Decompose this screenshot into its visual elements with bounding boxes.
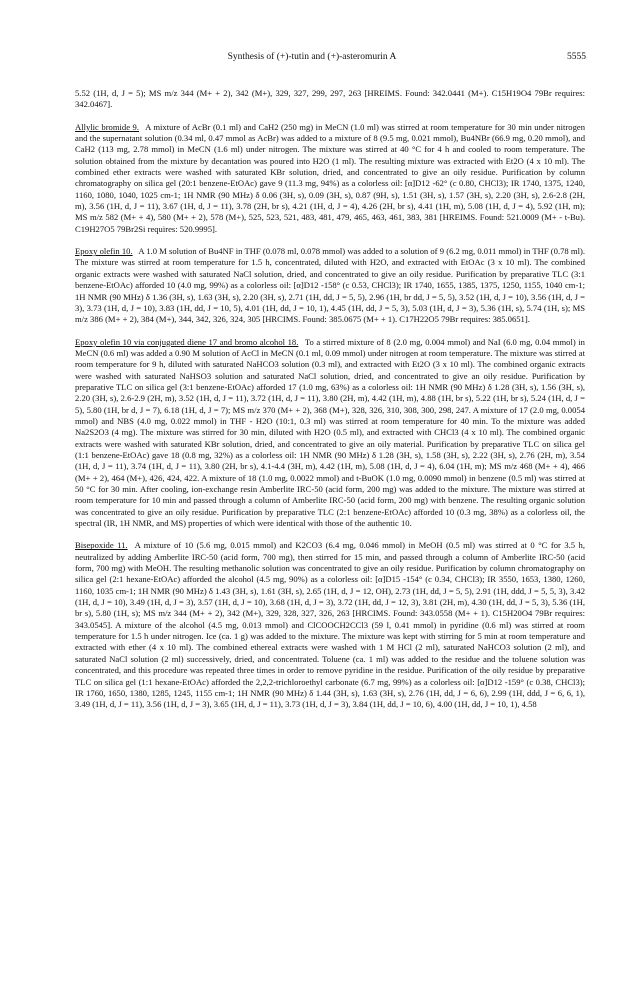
paragraph-heading: Bisepoxide 11. [75, 540, 128, 551]
paragraph-continuation [75, 88, 585, 111]
paragraph-text: A mixture of AcBr (0.1 ml) and CaH2 (250 mg) in MeCN (1.0 ml) was stirred at room temperature for 30 min under nitrogen and the supernatant solution (0.34 ml, 0.47 mmol as AcBr) was added to a mixture of 8 (9.5 mg, 0.021 mmol), Bu4NBr (66.9 mg, 0.20 mmol), and CaH2 (113 mg, 2.78 mmol) in MeCN (1.6 ml) under nitrogen. The mixture was stirred at 40 °C for 4 h and cooled to room temperature. The solution obtained from the mixture by decantation was poured into H2O (1 ml). The resulting mixture was extracted with Et2O (4 x 10 ml). The combined ether extracts were washed with saturated KBr solution, dried, and concentrated to give an oily residue. Purification by column chromatography on silica gel (20:1 benzene-EtOAc) gave 9 (11.3 mg, 94%) as a colorless oil: [α]D12 -62° (c 0.80, CHCl3); IR 1740, 1375, 1240, 1160, 1080, 1040, 1025 cm-1; 1H NMR (90 MHz) δ 0.06 (3H, s), 0.09 (3H, s), 0.87 (9H, s), 1.51 (3H, s), 1.57 (3H, s), 2.20 (3H, s), 2.6-2.8 (2H, m), 3.56 (1H, d, J = 11), 3.67 (1H, d, J = 11), 3.78 (2H, br s), 4.21 (1H, d, J = 4), 4.26 (2H, br s), 4.41 (1H, m), 5.08 (1H, d, J = 4), 5.92 (1H, m); MS m/z 582 (M+ + 4), 580 (M+ + 2), 578 (M+), 525, 523, 521, 483, 481, 479, 465, 463, 461, 383, 381 [HREIMS. Found: 521.0009 (M+ - t-Bu). C19H27O5 79Br2Si requires: 520.9995]. [75, 121, 586, 234]
paragraph-text: To a stirred mixture of 8 (2.0 mg, 0.004 mmol) and NaI (6.0 mg, 0.04 mmol) in MeCN (0.6 ml) was added a 0.90 M solution of AcCl in MeCN (0.1 ml, 0.09 mmol) under nitrogen at room temperature. The mixture was stirred at room temperature for 9 h, diluted with saturated NaHCO3 solution (0.3 ml), and extracted with Et2O (3 x 10 ml). The combined organic extracts were washed with saturated NaHSO3 solution and saturated NaCl solution, dried, and concentrated to give an oily residue. Purification by preparative TLC on silica gel (3:1 benzene-EtOAc) afforded 17 (1.0 mg, 63%) as a colorless oil: 1H NMR (90 MHz) δ 1.28 (3H, s), 1.56 (3H, s), 2.20 (3H, s), 2.6-2.9 (2H, m), 3.52 (1H, d, J = 11), 3.72 (1H, d, J = 11), 3.80 (2H, m), 4.42 (1H, m), 4.88 (1H, br s), 5.22 (1H, br s), 5.24 (1H, d, J = 5), 5.80 (1H, br d, J = 7), 6.18 (1H, d, J = 7); MS m/z 370 (M+ + 2), 368 (M+), 328, 326, 310, 308, 300, 298, 247. A mixture of 17 (2.0 mg, 0.0054 mmol) and NBS (4.0 mg, 0.022 mmol) in THF - H2O (10:1, 0.3 ml) was stirred at room temperature for 40 min. To the mixture was added Na2S2O3 (4 mg). The mixture was stirred for 30 min, diluted with H2O (0.5 ml), and extracted with CHCl3 (4 x 10 ml). The combined organic extracts were washed with saturated KBr solution, dried, and concentrated to give an oily material. Purification by preparative TLC on silica gel (1:1 benzene-EtOAc) gave 18 (0.8 mg, 32%) as a colorless oil: 1H NMR (90 MHz) δ 1.28 (3H, s), 1.58 (3H, s), 2.22 (3H, s), 2.76 (2H, m), 3.54 (1H, d, J = 11), 3.74 (1H, d, J = 11), 3.80 (2H, br s), 4.1-4.4 (3H, m), 4.42 (1H, m), 5.08 (1H, d, J = 4), 6.04 (1H, m); MS m/z 468 (M+ + 4), 466 (M+ + 2), 464 (M+), 426, 424, 422. A mixture of 18 (1.0 mg, 0.0022 mmol) and t-BuOK (1.0 mg, 0.0090 mmol) in benzene (0.5 ml) was stirred at 50 °C for 30 min. After cooling, ion-exchange resin Amberlite IRC-50 (acid form, 200 mg) was added to the mixture. The mixture was stirred at room temperature for 10 min and passed through a column of Amberlite IRC-50 (acid form, 200 mg) with benzene. The resulting organic solution was concentrated to give an oily residue. Purification by preparative TLC (2:1 benzene-EtOAc) afforded 10 (0.3 mg, 38%) as a colorless oil, the spectral (IR, 1H NMR, and MS) properties of which were identical with those of the authentic 10. [75, 336, 585, 529]
paragraph-heading: Allylic bromide 9. [75, 121, 140, 132]
paragraph-text: 5.52 (1H, d, J = 5); MS m/z 344 (M+ + 2), 342 (M+), 329, 327, 299, 297, 263 [HREIMS. Found: 342.0441 (M+). C15H19O4 79Br requires: 342.0467]. [75, 88, 585, 110]
paragraph-text: A mixture of 10 (5.6 mg, 0.015 mmol) and K2CO3 (6.4 mg, 0.046 mmol) in MeOH (0.5 ml) was stirred at 0 °C for 3.5 h, neutralized by adding Amberlite IRC-50 (acid form, 700 mg), then stirred for 15 min, and passed through a column of Amberlite IRC-50 (acid form, 700 mg) with MeOH. The resulting methanolic solution was concentrated to give an oily residue. Purification by column chromatography on silica gel (2:1 hexane-EtOAc) afforded the alcohol (4.5 mg, 90%) as a colorless oil: [α]D15 -154° (c 0.34, CHCl3); IR 3550, 1653, 1380, 1260, 1160, 1035 cm-1; 1H NMR (90 MHz) δ 1.43 (3H, s), 1.61 (3H, s), 2.65 (1H, d, J = 12, OH), 2.73 (1H, dd, J = 5, 5), 2.91 (1H, ddd, J = 5, 5, 3), 3.42 (1H, d, J = 10), 3.49 (1H, d, J = 3), 3.57 (1H, d, J = 10), 3.68 (1H, d, J = 3), 3.72 (1H, dd, J = 12, 3), 3.81 (2H, m), 4.30 (1H, dd, J = 5, 3), 5.36 (1H, br s), 5.80 (1H, s); MS m/z 344 (M+ + 2), 342 (M+), 329, 328, 327, 326, 263 [HRCIMS. Found: 343.0558 (M+ + 1). C15H20O4 79Br requires: 343.0545]. A mixture of the alcohol (4.5 mg, 0.013 mmol) and ClCOOCH2CCl3 (59 l, 0.41 mmol) in pyridine (0.6 ml) was stirred at room temperature for 1.5 h under nitrogen. Ice (ca. 1 g) was added to the mixture. The mixture was kept with stirring for 5 min at room temperature and extracted with ether (4 x 10 ml). The combined ethereal extracts were washed with 1 M HCl (2 ml), saturated NaHCO3 solution (2 ml), and saturated NaCl solution (2 ml) successively, dried, and concentrated. Toluene (ca. 1 ml) was added to the residue and the toluene solution was concentrated, and this procedure was repeated three times in order to remove pyridine in the residue. Purification of the oily residue by preparative TLC on silica gel (1:1 hexane-EtOAc) afforded the 2,2,2-trichloroethyl carbonate (6.7 mg, 99%) as a colorless oil: [α]D12 -159° (c 0.38, CHCl3); IR 1760, 1650, 1380, 1285, 1245, 1155 cm-1; 1H NMR (90 MHz) δ 1.44 (3H, s), 1.63 (3H, s), 2.76 (1H, dd, J = 6, 6), 2.99 (1H, ddd, J = 6, 6, 1), 3.49 (1H, d, J = 11), 3.56 (1H, d, J = 3), 3.65 (1H, d, J = 11), 3.73 (1H, d, J = 3), 3.84 (1H, dd, J = 10, 6), 4.00 (1H, dd, J = 10, 1), 4.58 [75, 540, 585, 710]
paragraph-heading: Epoxy olefin 10 via conjugated diene 17 and bromo alcohol 18. [75, 336, 299, 347]
experimental-text [75, 88, 585, 722]
paragraph-text: A 1.0 M solution of Bu4NF in THF (0.078 ml, 0.078 mmol) was added to a solution of 9 (6.2 mg, 0.011 mmol) in THF (0.78 ml). The mixture was stirred at room temperature for 1.5 h, concentrated, diluted with H2O, and extracted with EtOAc (3 x 10 ml). The combined organic extracts were washed with saturated NaCl solution, dried, and concentrated to give an oily residue. Purification by preparative TLC (3:1 benzene-EtOAc) afforded 10 (4.0 mg, 99%) as a colorless oil: [α]D12 -158° (c 0.53, CHCl3); IR 1740, 1655, 1385, 1375, 1250, 1155, 1040 cm-1; 1H NMR (90 MHz) δ 1.36 (3H, s), 1.63 (3H, s), 2.20 (3H, s), 2.71 (1H, dd, J = 5, 5), 2.96 (1H, br dd, J = 5, 5), 3.52 (1H, d, J = 10), 3.56 (1H, d, J = 3), 3.73 (1H, d, J = 10), 3.83 (1H, dd, J = 10, 5), 4.01 (1H, dd, J = 10, 1), 4.45 (1H, dd, J = 5, 3), 5.03 (1H, d, J = 3), 5.36 (1H, s), 5.74 (1H, s); MS m/z 386 (M+ + 2), 384 (M+), 344, 342, 326, 324, 305 [HRCIMS. Found: 385.0675 (M+ + 1). C17H22O5 79Br requires: 385.0651]. [75, 246, 585, 325]
paragraph-conjugated-diene [75, 337, 585, 530]
page-number: 5555 [567, 52, 586, 62]
paragraph-bisepoxide [75, 540, 585, 710]
running-title: Synthesis of (+)-tutin and (+)-asteromurin A [227, 52, 397, 62]
paragraph-epoxy-olefin [75, 246, 585, 325]
page-header [0, 52, 624, 66]
paragraph-allylic-bromide [75, 122, 585, 235]
paragraph-heading: Epoxy olefin 10. [75, 246, 133, 257]
